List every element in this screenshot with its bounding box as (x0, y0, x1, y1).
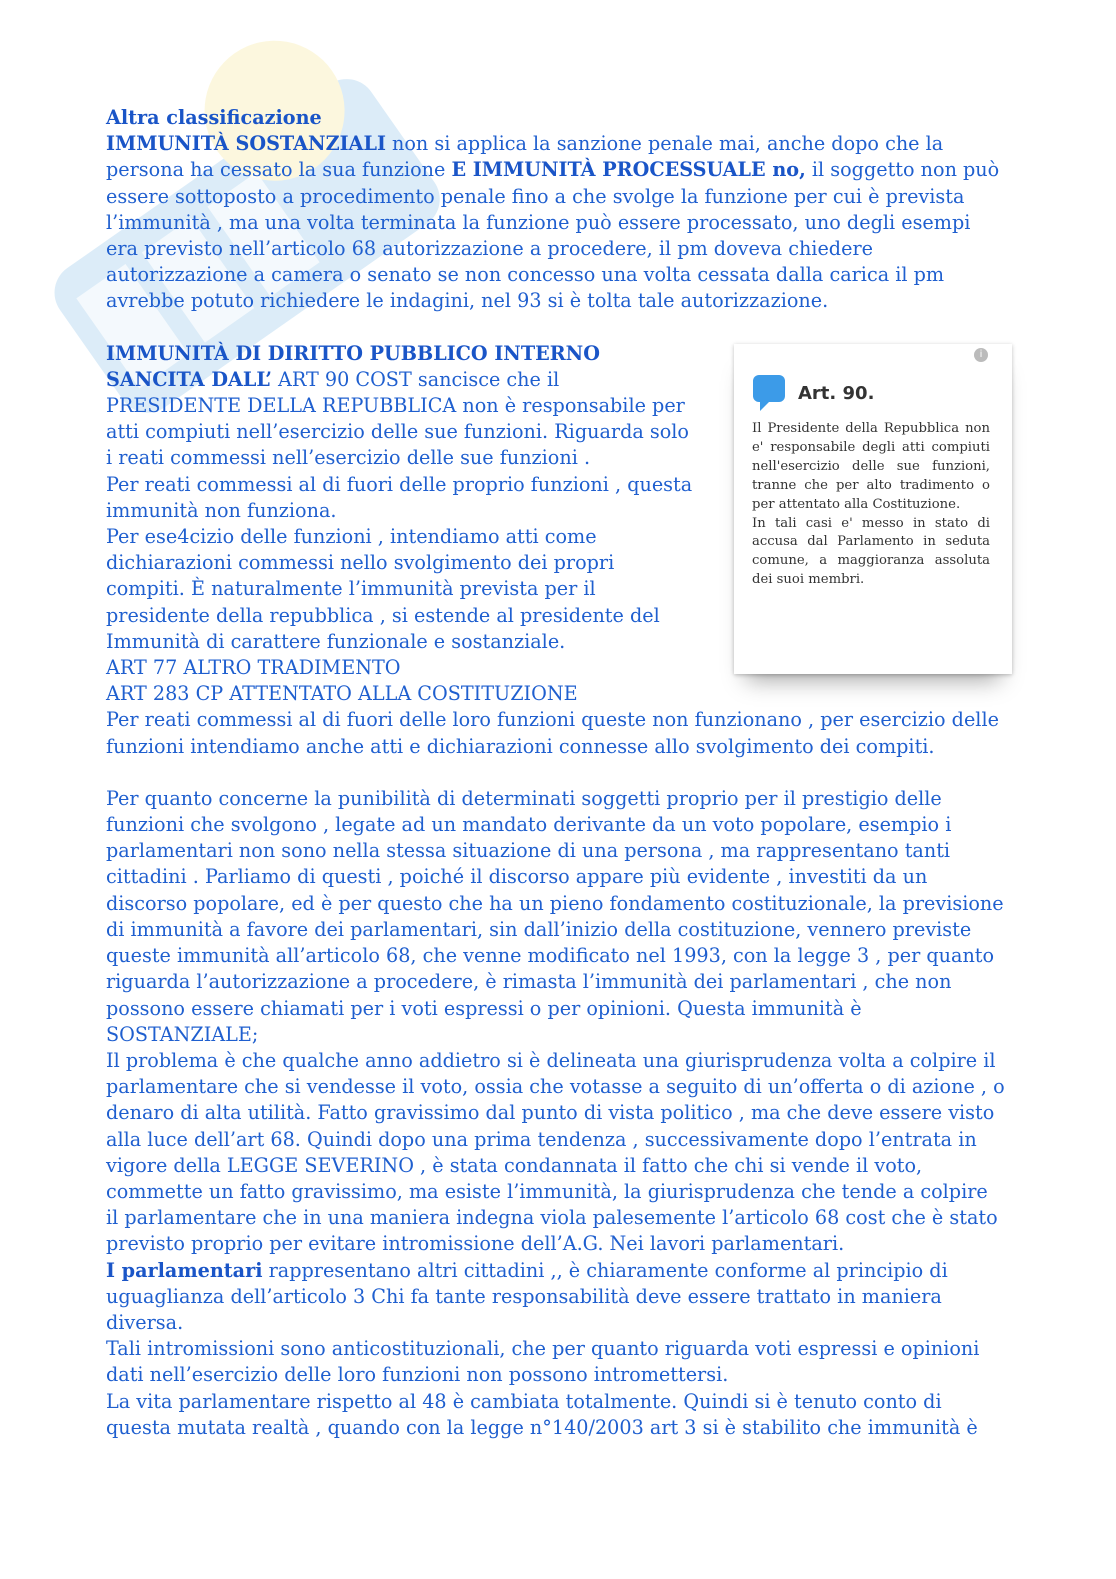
paragraph-6: Tali intromissioni sono anticostituzionali, che per quanto riguarda voti espressi e opinioni dati nell’esercizio delle loro funzioni non possono intromettersi. (106, 1337, 980, 1387)
art-text-2: In tali casi e' messo in stato di accusa dal Parlamento in seduta comune, a maggioranza assoluta dei suoi membri. (752, 515, 990, 588)
document-body (106, 105, 1006, 1441)
paragraph-5: I parlamentari rappresentano altri cittadini ,, è chiaramente conforme al principio di uguaglianza dell’articolo 3 Chi fa tante responsabilità deve essere trattato in maniera diversa. (106, 1258, 948, 1334)
paragraph-7: La vita parlamentare rispetto al 48 è cambiata totalmente. Quindi si è tenuto conto di questa mutata realtà , quando con la legge n°140/2003 art 3 si è stabilito che immunità è (106, 1389, 978, 1439)
art-title: Art. 90. (798, 382, 875, 404)
paragraph-2-line5: ART 283 CP ATTENTATO ALLA COSTITUZIONE (106, 682, 578, 706)
paragraph-3: Per quanto concerne la punibilità di determinati soggetti proprio per il prestigio delle funzioni che svolgono , legate ad un mandato derivante da un voto popolare, esempio i parlamentari non sono nella stessa situazione di una persona , ma rappresentano tanti cittadini . Parliamo di questi , poiché il discorso appare più evidente , investiti da un discorso popolare, ed è per questo che ha un pieno fondamento costituzionale, la previsione di immunità a favore dei parlamentari, sin dall’inizio della costituzione, vennero previste queste immunità all’articolo 68, che venne modificato nel 1993, con la legge 3 , per quanto riguarda l’autorizzazione a procedere, è rimasta l’immunità dei parlamentari , che non possono essere chiamati per i voti espressi o per opinioni. Questa immunità è SOSTANZIALE; (106, 786, 1004, 1046)
paragraph-2: IMMUNITÀ DI DIRITTO PUBBLICO INTERNO SANCITA DALL’ ART 90 COST sancisce che il PRESIDENTE DELLA REPUBBLICA non è responsabile per atti compiuti nell’esercizio delle sue funzioni. Riguarda solo i reati commessi nell’esercizio delle sue funzioni . (106, 341, 689, 470)
art-text-1: Il Presidente della Repubblica non e' responsabile degli atti compiuti nell'esercizio delle sue funzioni, tranne che per alto tradimento o per attentato alla Costituzione. (752, 421, 990, 512)
paragraph-4: Il problema è che qualche anno addietro si è delineata una giurisprudenza volta a colpire il parlamentare che si vendesse il voto, ossia che votasse a seguito di un’offerta o di azione , o denaro di alta utilità. Fatto gravissimo dal punto di vista politico , ma che deve essere visto alla luce dell’art 68. Quindi dopo una prima tendenza , successivamente dopo l’entrata in vigore della LEGGE SEVERINO , è stata condannata il fatto che chi si vende il voto, commette un fatto gravissimo, ma esiste l’immunità, la giurisprudenza che tende a colpire il parlamentare che in una maniera indegna viola palesemente l’articolo 68 cost che è stato previsto proprio per evitare intromissione dell’A.G. Nei lavori parlamentari. (106, 1048, 1005, 1256)
paragraph-2-line6: Per reati commessi al di fuori delle loro funzioni queste non funzionano , per esercizio delle funzioni intendiamo anche atti e dichiarazioni connesse allo svolgimento dei compiti. (106, 708, 999, 758)
section-heading: Altra classificazione (106, 106, 322, 129)
card-space (696, 341, 1006, 681)
paragraph-2-line2: Per reati commessi al di fuori delle proprio funzioni , questa immunità non funziona. (106, 472, 693, 522)
paragraph-2-line4: ART 77 ALTRO TRADIMENTO (106, 656, 401, 680)
info-icon: i (974, 348, 988, 362)
paragraph-1: IMMUNITÀ SOSTANZIALI non si applica la sanzione penale mai, anche dopo che la persona ha cessato la sua funzione E IMMUNITÀ PROCESSUALE no, il soggetto non può essere sottoposto a procedimento penale fino a che svolge la funzione per cui è prevista l’immunità , ma una volta terminata la funzione può essere processato, uno degli esempi era previsto nell’articolo 68 autorizzazione a procedere, il pm doveva chiedere autorizzazione a camera o senato se non concesso una volta cessata dalla carica il pm avrebbe potuto richiedere le indagini, nel 93 si è tolta tale autorizzazione. (106, 132, 1000, 313)
paragraph-2-line3: Per ese4cizio delle funzioni , intendiamo atti come dichiarazioni commessi nello svolgimento dei propri compiti. È naturalmente l’immunità prevista per il presidente della repubblica , si estende al presidente del Immunità di carattere funzionale e sostanziale. (106, 525, 660, 653)
